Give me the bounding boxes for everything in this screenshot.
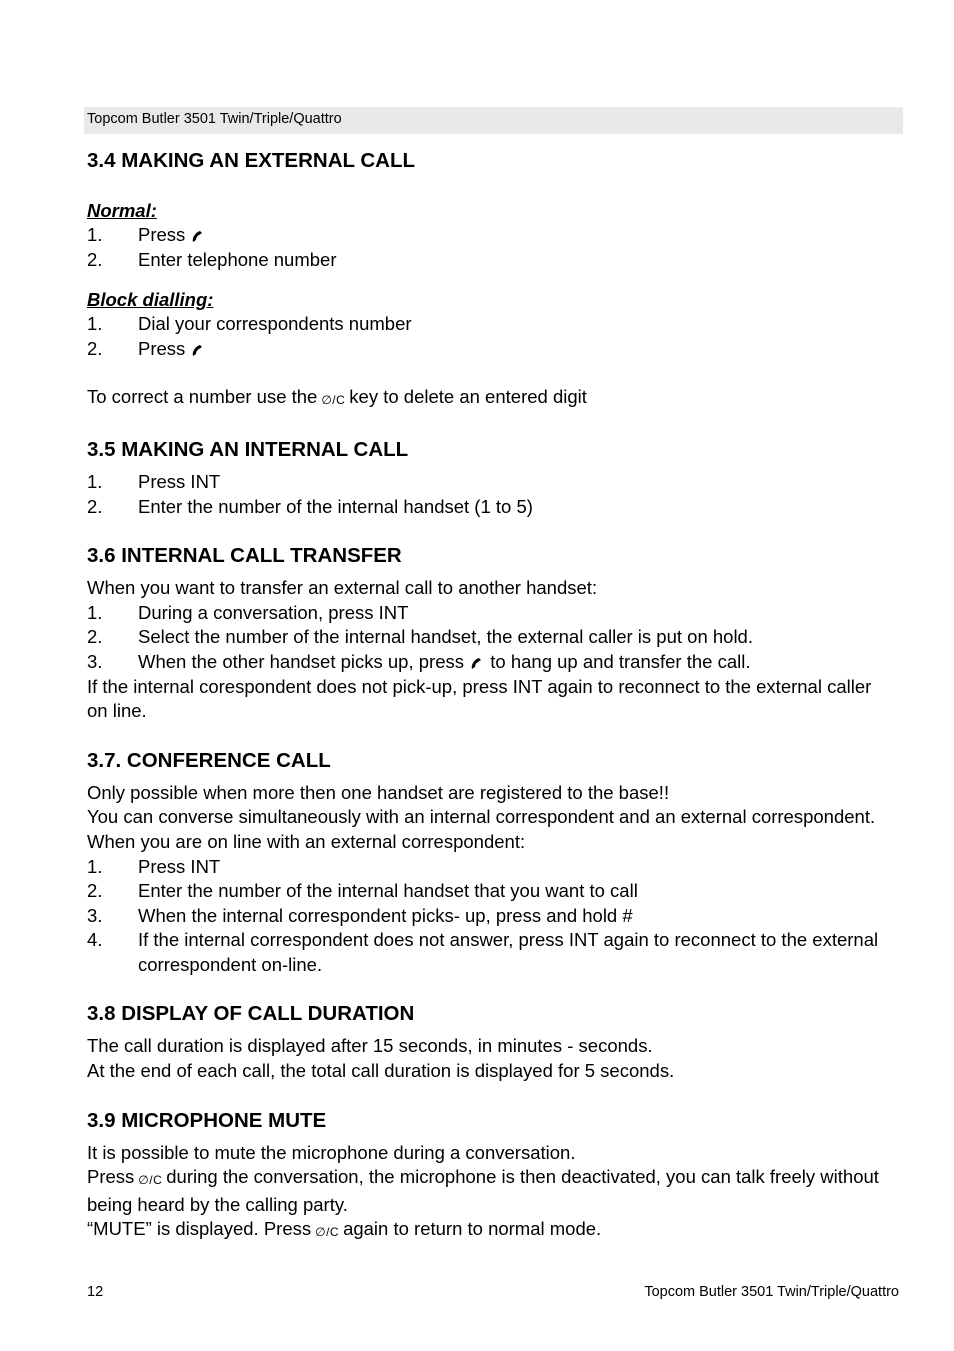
- page-number: 12: [87, 1284, 104, 1300]
- paragraph: At the end of each call, the total call duration is displayed for 5 seconds.: [87, 1060, 675, 1082]
- phone-handset-icon: [190, 342, 206, 358]
- phone-handset-icon: [469, 655, 485, 671]
- page-header: [84, 107, 903, 134]
- clear-key-icon: ∅/C: [315, 1225, 340, 1240]
- heading-3-7: 3.7. CONFERENCE CALL: [87, 748, 331, 772]
- document-body: [87, 148, 897, 1245]
- paragraph: When you want to transfer an external call to another handset:: [87, 577, 598, 599]
- list-item: 1. Press INT: [87, 855, 221, 877]
- list-item: 1. Press: [87, 223, 897, 248]
- list-item: 2. Select the number of the internal handset, the external caller is put on hold.: [87, 626, 753, 648]
- heading-3-9: 3.9 MICROPHONE MUTE: [87, 1108, 327, 1132]
- paragraph: It is possible to mute the microphone during a conversation.: [87, 1141, 576, 1163]
- list-item: 2. Enter the number of the internal handset (1 to 5): [87, 495, 533, 517]
- list-item: 4. If the internal correspondent does not answer, press INT again to reconnect to the external correspondent on-line.: [87, 929, 879, 975]
- paragraph: “MUTE” is displayed. Press ∅/C again to return to normal mode.: [87, 1217, 897, 1245]
- paragraph: When you are on line with an external correspondent:: [87, 830, 526, 852]
- clear-key-icon: ∅/C: [321, 393, 346, 408]
- list-item: 2. Enter telephone number: [87, 248, 337, 270]
- list-item: 3. When the internal correspondent picks- up, press and hold #: [87, 904, 633, 926]
- label-normal: Normal:: [87, 200, 157, 221]
- paragraph: Only possible when more then one handset are registered to the base!!: [87, 781, 670, 803]
- paragraph: Press ∅/C during the conversation, the microphone is then deactivated, you can talk freely without being heard by the calling party.: [87, 1166, 879, 1215]
- clear-key-icon: ∅/C: [138, 1173, 163, 1188]
- footer-title: Topcom Butler 3501 Twin/Triple/Quattro: [644, 1284, 899, 1300]
- list-item: 1. During a conversation, press INT: [87, 601, 409, 623]
- heading-3-6: 3.6 INTERNAL CALL TRANSFER: [87, 544, 402, 568]
- heading-3-8: 3.8 DISPLAY OF CALL DURATION: [87, 1002, 415, 1026]
- heading-3-4: 3.4 MAKING AN EXTERNAL CALL: [87, 149, 416, 172]
- paragraph: To correct a number use the ∅/C key to delete an entered digit: [87, 385, 897, 413]
- heading-3-5: 3.5 MAKING AN INTERNAL CALL: [87, 437, 409, 461]
- paragraph: The call duration is displayed after 15 seconds, in minutes - seconds.: [87, 1035, 653, 1057]
- list-item: 3. When the other handset picks up, press to hang up and transfer the call.: [87, 650, 751, 672]
- phone-handset-icon: [190, 228, 206, 244]
- list-item: 2. Enter the number of the internal handset that you want to call: [87, 880, 638, 902]
- header-title: Topcom Butler 3501 Twin/Triple/Quattro: [87, 111, 342, 127]
- list-item: 1. Dial your correspondents number: [87, 313, 412, 335]
- list-item: 1. Press INT: [87, 470, 221, 492]
- paragraph: If the internal corespondent does not pick-up, press INT again to reconnect to the external caller on line.: [87, 675, 872, 722]
- list-item: 2. Press: [87, 337, 897, 362]
- paragraph: You can converse simultaneously with an internal correspondent and an external correspondent.: [87, 806, 876, 828]
- label-block-dialling: Block dialling:: [87, 289, 214, 311]
